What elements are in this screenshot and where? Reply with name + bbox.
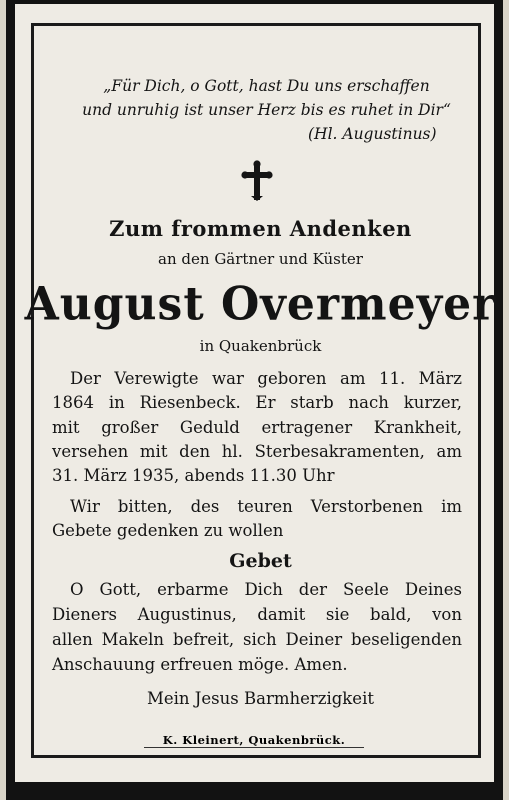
printer-imprint: K. Kleinert, Quakenbrück. — [144, 733, 364, 748]
biography-line: versehen mit den hl. Sterbesakramenten, am — [52, 442, 462, 461]
quote-line-1: „Für Dich, o Gott, hast Du uns erschaffen — [103, 77, 430, 95]
request-line: Wir bitten, des teuren Verstorbenen im — [70, 497, 462, 516]
quote-attribution: (Hl. Augustinus) — [308, 125, 437, 143]
prayer-line: O Gott, erbarme Dich der Seele Deines — [70, 580, 462, 599]
biography-line: 1864 in Riesenbeck. Er starb nach kurzer, — [52, 393, 462, 412]
cross-icon — [241, 160, 273, 202]
prayer-line: Anschauung erfreuen möge. Amen. — [52, 655, 348, 674]
quote-line-2: und unruhig ist unser Herz bis es ruhet in Dir“ — [82, 101, 451, 119]
biography-line: mit großer Geduld ertragener Krankheit, — [52, 418, 462, 437]
biography-line: 31. März 1935, abends 11.30 Uhr — [52, 466, 335, 485]
prayer-title: Gebet — [229, 550, 292, 572]
memorial-heading: Zum frommen Andenken — [109, 216, 412, 241]
deceased-name: August Overmeyer — [24, 277, 497, 332]
closing-line: Mein Jesus Barmherzigkeit — [147, 689, 374, 708]
biography-line: Der Verewigte war geboren am 11. März — [70, 369, 462, 388]
prayer-line: Dieners Augustinus, damit sie bald, von — [52, 605, 462, 624]
prayer-line: allen Makeln befreit, sich Deiner beseligenden — [52, 630, 462, 649]
place: in Quakenbrück — [199, 337, 322, 355]
subheading: an den Gärtner und Küster — [158, 250, 363, 268]
request-line: Gebete gedenken zu wollen — [52, 521, 284, 540]
